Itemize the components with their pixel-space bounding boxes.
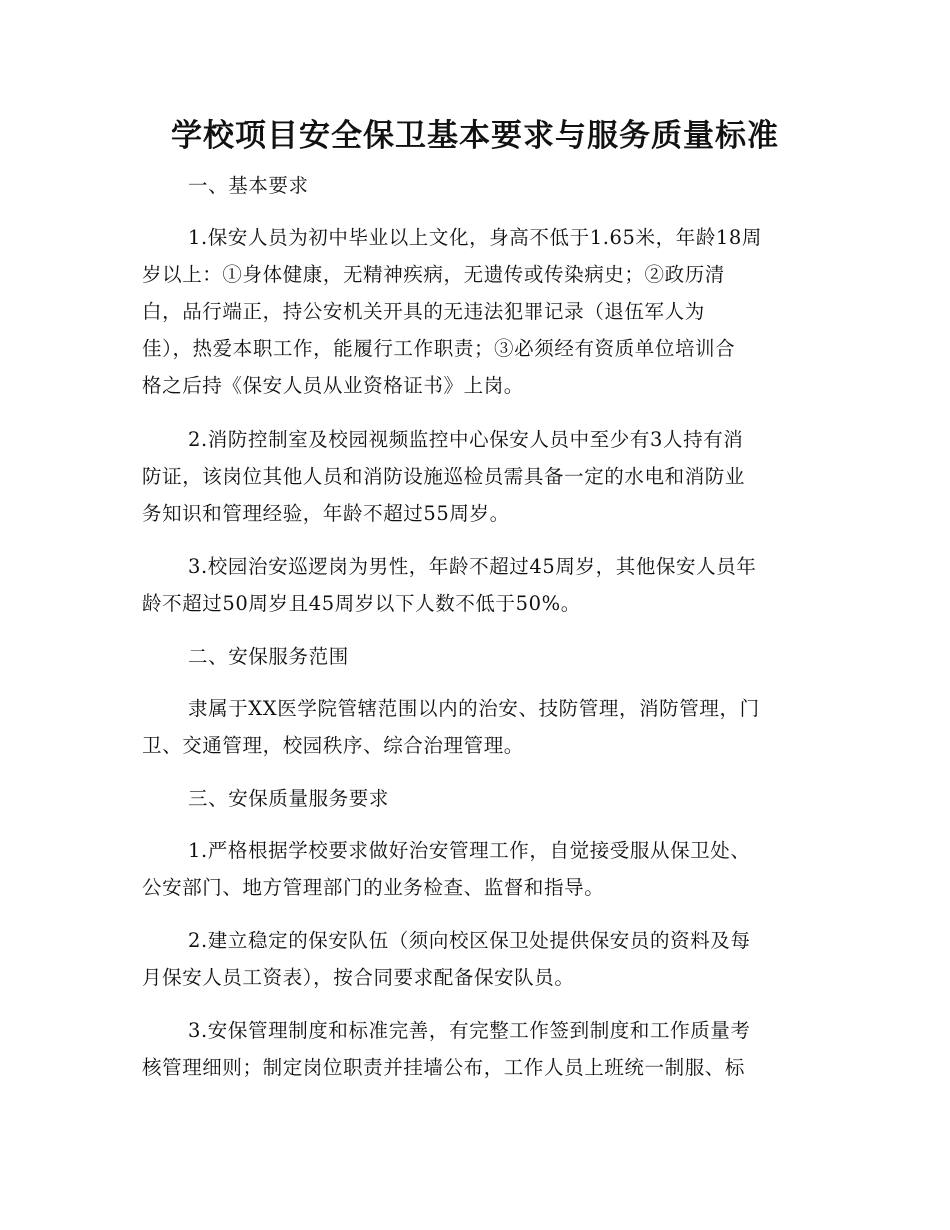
document-title: 学校项目安全保卫基本要求与服务质量标准: [171, 118, 779, 154]
paragraph-line: 1.保安人员为初中毕业以上文化，身高不低于1.65米，年龄18周: [188, 226, 763, 249]
paragraph-line: 月保安人员工资表），按合同要求配备保安队员。: [142, 966, 575, 989]
paragraph-line: 岁以上：①身体健康，无精神疾病，无遗传或传染病史；②政历清: [142, 263, 725, 286]
paragraph-line: 3.安保管理制度和标准完善，有完整工作签到制度和工作质量考: [188, 1019, 751, 1042]
paragraph-line: 1.严格根据学校要求做好治安管理工作，自觉接受服从保卫处、: [188, 839, 751, 862]
section-heading-quality-requirements: 三、安保质量服务要求: [188, 787, 390, 810]
paragraph-line: 龄不超过50周岁且45周岁以下人数不低于50%。: [142, 592, 581, 615]
paragraph-line: 务知识和管理经验，年龄不超过55周岁。: [142, 502, 510, 525]
paragraph-line: 卫、交通管理，校园秩序、综合治理管理。: [142, 734, 524, 757]
section-heading-service-scope: 二、安保服务范围: [188, 645, 349, 668]
paragraph-line: 3.校园治安巡逻岗为男性，年龄不超过45周岁，其他保安人员年: [188, 555, 757, 578]
paragraph-line: 佳），热爱本职工作，能履行工作职责；③必须经有资质单位培训合: [142, 337, 736, 360]
paragraph-line: 公安部门、地方管理部门的业务检查、监督和指导。: [142, 876, 605, 899]
paragraph-line: 防证，该岗位其他人员和消防设施巡检员需具备一定的水电和消防业: [142, 465, 746, 488]
paragraph-line: 隶属于XX医学院管辖范围以内的治安、技防管理，消防管理，门: [188, 697, 760, 720]
paragraph-line: 核管理细则；制定岗位职责并挂墙公布，工作人员上班统一制服、标: [142, 1056, 746, 1079]
paragraph-line: 白，品行端正，持公安机关开具的无违法犯罪记录（退伍军人为: [142, 300, 705, 323]
paragraph-line: 2.消防控制室及校园视频监控中心保安人员中至少有3人持有消: [188, 428, 744, 451]
paragraph-line: 格之后持《保安人员从业资格证书》上岗。: [142, 374, 524, 397]
section-heading-basic-requirements: 一、基本要求: [188, 174, 309, 197]
paragraph-line: 2.建立稳定的保安队伍（须向校区保卫处提供保安员的资料及每: [188, 929, 751, 952]
